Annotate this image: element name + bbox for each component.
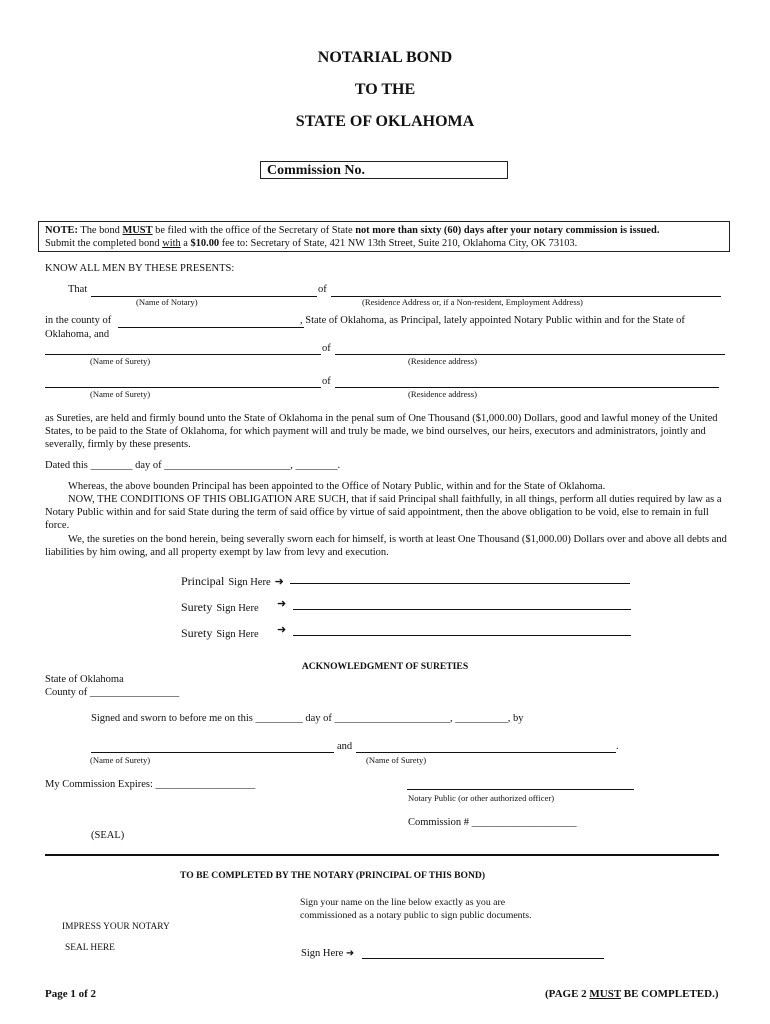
of-label-2: of <box>322 343 331 354</box>
surety-1-label: Surety <box>181 600 213 614</box>
notary-name-field[interactable] <box>91 284 317 297</box>
know-all-men: KNOW ALL MEN BY THESE PRESENTS: <box>45 263 235 274</box>
ack-surety-1-caption: (Name of Surety) <box>90 755 151 765</box>
footer-a: (PAGE 2 <box>545 988 587 1000</box>
note-text-2: be filed with the office of the Secretary of State <box>155 225 353 236</box>
final-sign-here <box>301 948 354 959</box>
surety-1-name-caption: (Name of Surety) <box>90 356 151 366</box>
of-label-3: of <box>322 376 331 387</box>
surety-2-signature-line[interactable] <box>293 623 631 636</box>
sign-instructions-1: Sign your name on the line below exactly as you are <box>300 897 506 908</box>
surety-1-name-field[interactable] <box>45 342 321 355</box>
county-line-b: , State of Oklahoma, as Principal, lately appointed Notary Public within and for the State of <box>300 315 685 326</box>
dated-line: Dated this ________ day of ________________________, ________. <box>45 460 341 471</box>
surety-1-address-field[interactable] <box>335 342 725 355</box>
county-of: County of _________________ <box>45 687 180 698</box>
note-box <box>38 221 730 252</box>
county-line-a: in the county of <box>45 315 112 326</box>
surety-1-address-caption: (Residence address) <box>408 356 477 366</box>
signed-sworn-line: Signed and sworn to before me on this _________ day of ______________________, __________, by <box>91 713 524 724</box>
title-line-2: TO THE <box>354 81 416 98</box>
note-must: MUST <box>122 225 153 236</box>
notary-signature-line[interactable] <box>407 777 634 790</box>
surety-2-address-caption: (Residence address) <box>408 389 477 399</box>
footer-must: MUST <box>589 988 621 1000</box>
residence-caption: (Residence Address or, if a Non-resident, Employment Address) <box>362 297 583 307</box>
sureties-sworn-paragraph: We, the sureties on the bond herein, being severally sworn each for himself, is worth at least One Thousand ($1,000.00) Dollars over and above all debts and liabilities by him owing, and all property exempt by law from levy and execution. <box>45 534 727 558</box>
note-line2-c: fee to: Secretary of State, 421 NW 13th Street, Suite 210, Oklahoma City, OK 73103. <box>221 238 578 249</box>
sign-instructions-2: commissioned as a notary public to sign public documents. <box>300 910 532 921</box>
title-line-1: NOTARIAL BOND <box>317 49 453 66</box>
footer-b: BE COMPLETED.) <box>623 988 719 1000</box>
state-of-oklahoma: State of Oklahoma <box>45 674 124 685</box>
ack-surety-1-field[interactable] <box>91 740 334 753</box>
surety-2-address-field[interactable] <box>335 375 719 388</box>
whereas-paragraph: Whereas, the above bounden Principal has been appointed to the Office of Notary Public, within and for the State of Oklahoma. <box>68 481 606 492</box>
impress-seal-2: SEAL HERE <box>65 943 115 953</box>
seal-label: (SEAL) <box>91 830 125 841</box>
sureties-paragraph: as Sureties, are held and firmly bound unto the State of Oklahoma in the penal sum of One Thousand ($1,000.00) Dollars, good and lawful money of the United States, to be paid to the State of Oklahoma, for which payment will and truly be made, we bind ourselves, our heirs, executors and administrators, jointly and severally, firmly by these presents. <box>45 413 718 450</box>
principal-sign-here: Sign Here <box>228 577 271 588</box>
acknowledgment-title: ACKNOWLEDGMENT OF SURETIES <box>301 661 469 672</box>
now-conditions-paragraph: NOW, THE CONDITIONS OF THIS OBLIGATION ARE SUCH, that if said Principal shall faithfully, in all things, perform all duties required by law as a Notary Public within and for said State during the term of said office by virtue of said appointment, then the above obligation to be void, else to remain in full force. <box>45 494 722 531</box>
surety-2-label: Surety <box>181 626 213 640</box>
ack-surety-2-caption: (Name of Surety) <box>366 755 427 765</box>
note-bold-text: not more than sixty (60) days after your notary commission is issued. <box>355 225 660 236</box>
county-line-c: Oklahoma, and <box>45 329 110 340</box>
note-with: with <box>162 238 181 249</box>
to-be-completed-heading: TO BE COMPLETED BY THE NOTARY (PRINCIPAL OF THIS BOND) <box>180 870 486 881</box>
surety-2-name-caption: (Name of Surety) <box>90 389 151 399</box>
ack-surety-2-field[interactable] <box>356 740 616 753</box>
principal-signature-line[interactable] <box>290 571 630 584</box>
page-2-notice <box>545 988 718 1000</box>
principal-signature-row <box>181 572 284 590</box>
impress-seal-1: IMPRESS YOUR NOTARY <box>62 922 170 932</box>
arrow-right-icon: ➜ <box>277 624 287 636</box>
surety-2-name-field[interactable] <box>45 375 321 388</box>
note-line2-b: a <box>183 238 188 249</box>
note-prefix: NOTE: <box>45 225 78 236</box>
county-field[interactable] <box>118 315 304 328</box>
arrow-right-icon: ➜ <box>345 948 355 959</box>
final-sign-here-label: Sign Here <box>301 948 344 959</box>
commission-number-field[interactable]: Commission No. <box>260 161 508 179</box>
page-number: Page 1 of 2 <box>45 988 97 1000</box>
surety-1-signature-line[interactable] <box>293 597 631 610</box>
section-divider <box>45 854 719 856</box>
surety-2-sign-here: Sign Here <box>216 629 259 640</box>
notary-final-signature-line[interactable] <box>362 946 604 959</box>
notary-public-caption: Notary Public (or other authorized officer) <box>408 793 555 803</box>
surety-2-signature-row <box>181 624 259 642</box>
arrow-right-icon: ➜ <box>277 598 287 610</box>
surety-1-signature-row <box>181 598 259 616</box>
notary-address-field[interactable] <box>331 284 721 297</box>
my-commission-expires: My Commission Expires: ___________________ <box>45 779 256 790</box>
period: . <box>616 741 619 752</box>
arrow-right-icon: ➜ <box>274 576 284 588</box>
title-line-3: STATE OF OKLAHOMA <box>295 113 475 130</box>
that-label: That <box>68 284 88 295</box>
note-line2-a: Submit the completed bond <box>45 238 160 249</box>
and-label: and <box>337 741 353 752</box>
commission-hash: Commission # ____________________ <box>408 817 577 828</box>
note-fee: $10.00 <box>190 238 220 249</box>
note-text-1: The bond <box>80 225 120 236</box>
principal-label: Principal <box>181 574 225 588</box>
name-of-notary-caption: (Name of Notary) <box>136 297 198 307</box>
surety-1-sign-here: Sign Here <box>216 603 259 614</box>
of-label-1: of <box>318 284 327 295</box>
